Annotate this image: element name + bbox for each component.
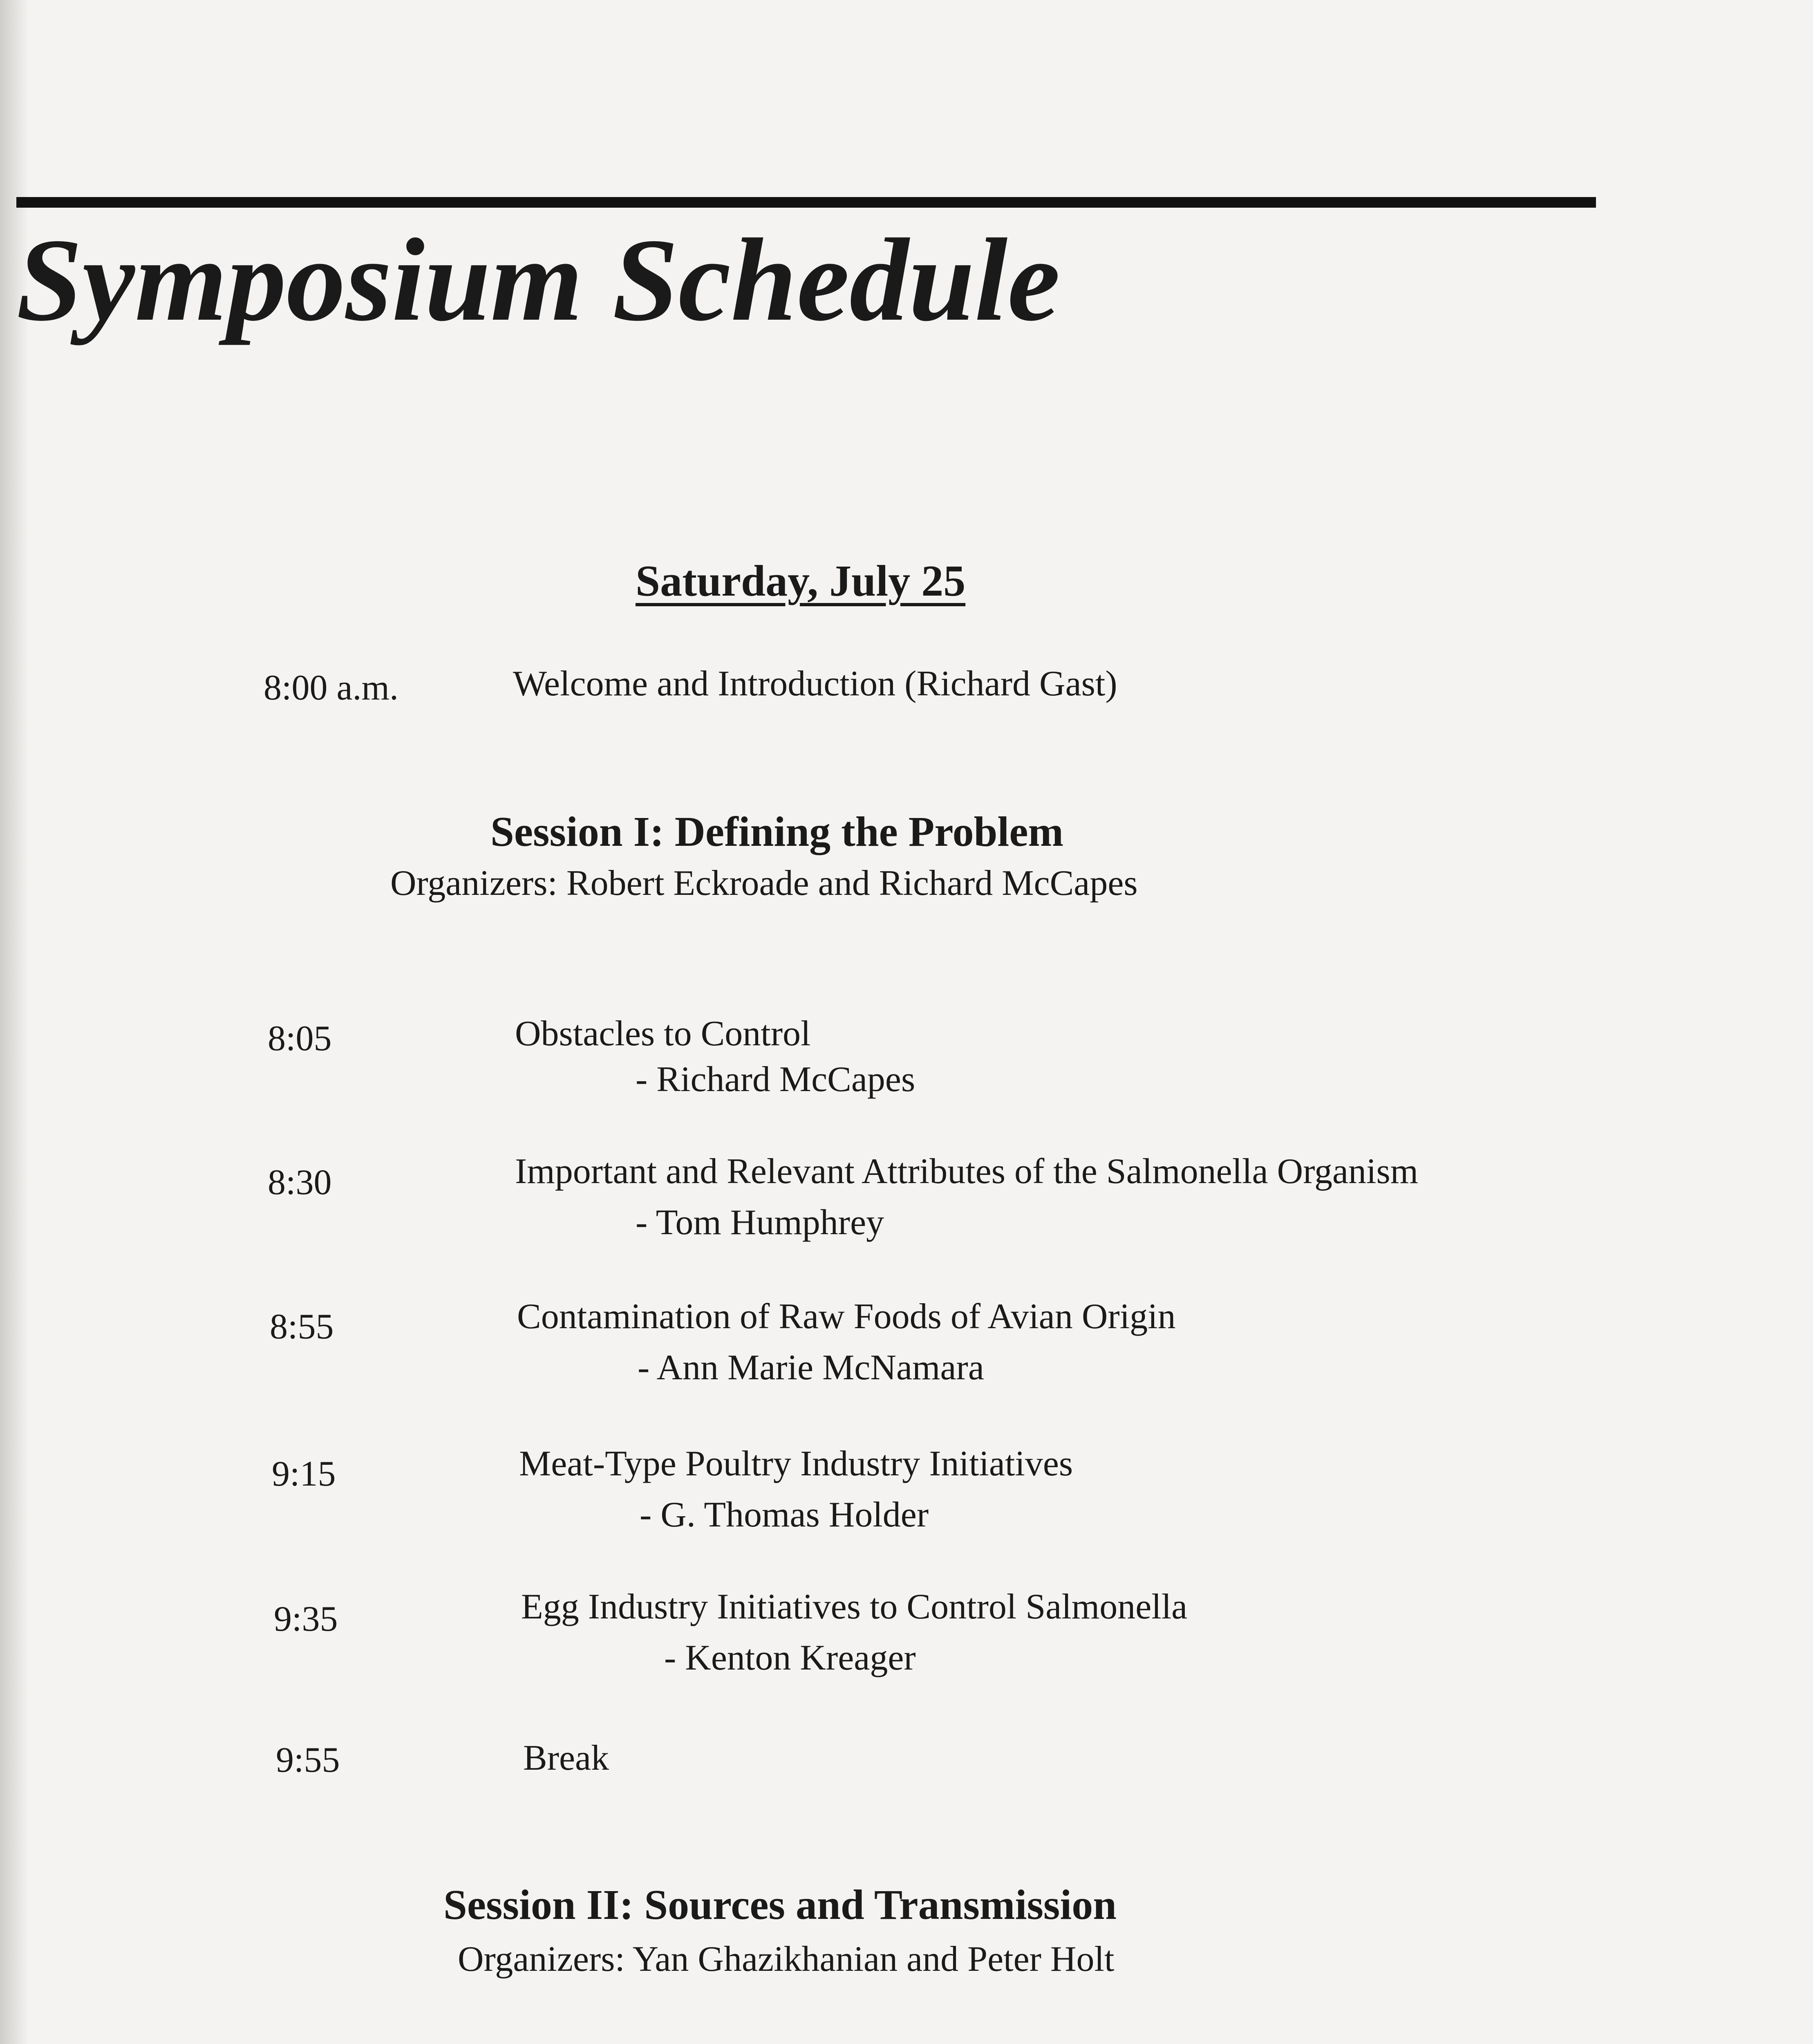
day-heading: Saturday, July 25 [636,557,966,605]
session-1-item-5-time: 9:35 [274,1599,338,1639]
session-1-item-4-title: Meat-Type Poultry Industry Initiatives [519,1444,1073,1484]
session-1-item-3-speaker: - Ann Marie McNamara [638,1348,984,1387]
session-1-item-4-speaker: - G. Thomas Holder [640,1495,929,1535]
session-1-item-2-title: Important and Relevant Attributes of the Salmonella Organism [515,1152,1419,1191]
session-1-item-2-speaker: - Tom Humphrey [636,1203,884,1242]
session-1-item-5-speaker: - Kenton Kreager [664,1638,916,1678]
session-1-heading: Session I: Defining the Problem [490,808,1064,855]
session-1-item-6-time: 9:55 [276,1740,340,1780]
session-1-item-1-speaker: - Richard McCapes [636,1060,915,1099]
session-1-organizers: Organizers: Robert Eckroade and Richard McCapes [390,863,1138,903]
session-1-item-2-time: 8:30 [268,1163,332,1202]
session-1-item-5-title: Egg Industry Initiatives to Control Salmonella [521,1587,1188,1627]
session-1-item-1-title: Obstacles to Control [515,1014,811,1053]
session-1-item-1-time: 8:05 [268,1019,332,1058]
welcome-title: Welcome and Introduction (Richard Gast) [513,664,1117,704]
header-rule [16,197,1596,208]
session-1-item-6-title: Break [523,1738,609,1778]
session-1-item-3-time: 8:55 [270,1307,334,1347]
session-2-heading: Session II: Sources and Transmission [443,1881,1117,1928]
page-title: Symposium Schedule [16,214,1060,345]
welcome-time: 8:00 a.m. [264,668,398,708]
session-2-organizers: Organizers: Yan Ghazikhanian and Peter Holt [458,1939,1115,1979]
session-1-item-4-time: 9:15 [272,1454,336,1494]
session-1-item-3-title: Contamination of Raw Foods of Avian Origin [517,1297,1176,1336]
